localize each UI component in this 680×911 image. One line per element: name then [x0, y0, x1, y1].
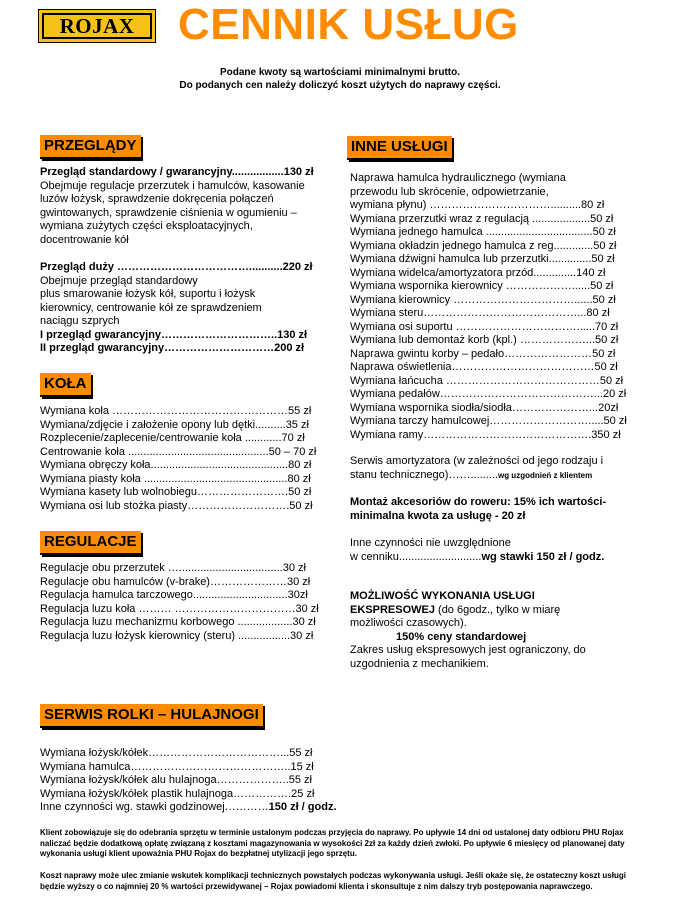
price-line: Wymiana łożysk/kółek plastik hulajnoga…………….25 zł [40, 787, 315, 800]
price-line: Wymiana wspornika kierownicy ………………......50 zł [350, 280, 614, 292]
price-line: Wymiana lub demontaż korb (kpl.) ………………...50 zł [350, 334, 619, 346]
price-line: Wymiana okładzin jednego hamulca z reg.............50 zł [350, 239, 617, 252]
price-line: Wymiana łożysk/kółek alu hulajnoga………………..55 zł [40, 774, 312, 786]
serwis-amortyzatora-2 [350, 469, 627, 483]
price-line: Wymiana osi suportu ……………………………......70 zł [350, 320, 619, 333]
serwis-amortyzatora-price: wg uzgodnień z klientem [497, 470, 593, 480]
price-line: Wymiana łożysk/kółek………………………………...55 zł [40, 747, 313, 759]
przeglad-duzy-desc-4: naciągu szprych [40, 315, 120, 327]
price-line: Naprawa gwintu korby – pedało……………………50 zł [350, 347, 616, 360]
przeglad-standard-desc-1: Obejmuje regulacje przerzutek i hamulców, kasowanie [40, 179, 305, 192]
przeglad-gwarancyjny-1: I przegląd gwarancyjny…………………………..130 zł [40, 328, 308, 341]
price-line: Wymiana dźwigni hamulca lub przerzutki..............50 zł [350, 253, 615, 265]
section-heading-regulacje: REGULACJE [40, 531, 141, 555]
hourly-label: Inne czynności wg. stawki godzinowej………… [40, 801, 269, 813]
hourly-rate: 150 zł / godz. [268, 801, 337, 813]
przeglad-standard-desc-3: gwintowanych, sprawdzenie ciśnienia w ogumieniu – [40, 206, 297, 219]
price-line: Naprawa hamulca hydraulicznego (wymiana [350, 172, 566, 184]
subtitle-line-1: Podane kwoty są wartościami minimalnymi brutto. [219, 67, 461, 78]
ekspres-heading: MOŻLIWOŚĆ WYKONANIA USŁUGI [350, 590, 535, 602]
price-line: Wymiana pedałów……………………………………...20 zł [350, 388, 627, 400]
price-line: Wymiana jednego hamulca ...................................50 zł [350, 226, 616, 238]
inne-czynnosci-1: Inne czynności nie uwzględnione [350, 537, 511, 549]
ekspres-text: (do 6godz., tylko w miarę [434, 603, 561, 616]
inne-czynnosci-2 [350, 551, 627, 565]
przeglad-duzy: Przegląd duży ………………………………...........220 zł [40, 261, 313, 273]
inne-list [350, 172, 627, 671]
price-line: Wymiana koła …………………………………………55 zł [40, 405, 312, 417]
price-line: Wymiana hamulca……………………………………..15 zł [40, 760, 314, 773]
przeglad-duzy-desc-1: Obejmuje przegląd standardowy [40, 274, 198, 287]
price-line: Regulacje obu hamulców (v-brake)…………………30 zł [40, 575, 311, 588]
price-line: Regulacje obu przerzutek …..................................30 zł [40, 562, 306, 574]
footer-paragraph-2: Koszt naprawy może ulec zmianie wskutek komplikacji technicznych powstałych podczas wykonywania usługi. Jeśli okaże się, że ostateczny koszt usługi będzie wyższy o co najmniej 20 % wartości przewidywanej – Rojax powiadomi klienta i skonsultuje z nim dalszy tryb postępowania naprawczego. [40, 871, 626, 891]
section-heading-serwis: SERWIS ROLKI – HULAJNOGI [40, 704, 263, 728]
montaz-akcesoriow-2: minimalna kwota za usługę - 20 zł [350, 509, 526, 522]
price-line: przewodu lub skrócenie, odpowietrzanie, [350, 185, 549, 198]
montaz-akcesoriow-1: Montaż akcesoriów do roweru: 15% ich wartości- [350, 496, 607, 508]
przeglad-duzy-desc-2: plus smarowanie łożysk kół, suportu i łożysk [40, 288, 256, 300]
ekspres-line-3: możliwości czasowych). [350, 617, 467, 629]
ekspres-line-2 [350, 604, 627, 618]
ekspres-line-5: Zakres usług ekspresowych jest ograniczony, do [350, 644, 586, 656]
price-line: Wymiana tarczy hamulcowej……………………….....50 zł [350, 415, 627, 427]
przeglad-standard-desc-2: luzów łożysk, sprawdzenie dokręcenia połączeń [40, 193, 274, 205]
price-line: Regulacja luzu łożysk kierownicy (steru) .................30 zł [40, 629, 314, 642]
serwis-amortyzatora-1: Serwis amortyzatora (w zależności od jego rodzaju i [350, 455, 604, 467]
price-line: Wymiana steru……………………………………...80 zł [350, 307, 610, 319]
price-line: Rozplecenie/zaplecenie/centrowanie koła ............70 zł [40, 432, 305, 444]
regulacje-list [40, 562, 319, 643]
przeglad-gwarancyjny-2: II przegląd gwarancyjny…………………………200 zł [40, 342, 305, 354]
section-heading-przeglady: PRZEGLĄDY [40, 135, 141, 159]
inne-czynnosci-text: w cenniku........................... [350, 550, 482, 563]
rojax-logo [38, 9, 156, 43]
przeglad-standard-desc-5: docentrowanie kół [40, 233, 129, 246]
ekspres-bold: EKSPRESOWEJ [350, 603, 435, 616]
przeglady-list [40, 166, 314, 356]
ekspres-line-6: uzgodnienia z mechanikiem. [350, 657, 489, 670]
price-line: Naprawa oświetlenia…………………………………50 zł [350, 361, 618, 373]
price-line: wymiana płynu) ……………………………..........80 zł [350, 199, 605, 211]
przeglad-standard: Przegląd standardowy / gwarancyjny.................130 zł [40, 166, 314, 178]
price-line: Wymiana osi lub stożka piasty……………………….50 zł [40, 499, 313, 512]
price-line: Wymiana obręczy koła.............................................80 zł [40, 459, 312, 471]
section-heading-inne: INNE USŁUGI [347, 136, 452, 160]
price-line: Regulacja luzu koła ……… ……………………………30 zł [40, 602, 319, 615]
price-line: Wymiana ramy……………………………………….350 zł [350, 428, 621, 441]
price-line: Wymiana przerzutki wraz z regulacją ...................50 zł [350, 212, 614, 225]
page-title: CENNIK USŁUG [178, 0, 519, 49]
price-line: Wymiana/zdjęcie i założenie opony lub dętki..........35 zł [40, 418, 309, 431]
price-line: Wymiana kasety lub wolnobiegu…………………….50 zł [40, 486, 312, 498]
logo-text: ROJAX [42, 13, 152, 39]
price-line: Wymiana wspornika siodła/siodła…………………...20zł [350, 401, 619, 414]
przeglad-duzy-desc-3: kierownicy, centrowanie kół ze sprawdzeniem [40, 301, 262, 314]
price-line: Regulacja hamulca tarczowego...............................30zł [40, 589, 308, 601]
ekspres-price: 150% ceny standardowej [396, 630, 527, 643]
price-line: Wymiana piasty koła ...............................................80 zł [40, 472, 311, 485]
subtitle-line-2: Do podanych cen należy doliczyć koszt użytych do naprawy części. [179, 80, 501, 91]
price-line: Wymiana kierownicy ……………………………......50 zł [350, 293, 616, 306]
price-line: Centrowanie koła ..............................................50 – 70 zł [40, 445, 317, 458]
serwis-list [40, 747, 337, 815]
przeglad-standard-desc-4: wymiana zużytych części eksploatacyjnych, [40, 220, 253, 232]
kola-list [40, 405, 316, 513]
price-line: Wymiana łańcucha ……………………………………50 zł [350, 374, 624, 387]
section-heading-kola: KOŁA [40, 373, 91, 397]
price-line: Regulacja luzu mechanizmu korbowego ..................30 zł [40, 616, 316, 628]
footer-paragraph-1: Klient zobowiązuje się do odebrania sprzętu w terminie ustalonym podczas przyjęcia do naprawy. Po upływie 14 dni od ustalonej daty odbioru PHU Rojax naliczać będzie dodatkową opłatę związaną z kosztami magazynowania w wysokości 2zł za każdy dzień zwłoki. Po upływie 6 miesięcy od planowanej daty wykonania usługi klient upoważnia PHU Rojax do bezpłatnej utylizacji jego sprzętu. [40, 828, 625, 858]
price-line-hourly [40, 801, 337, 815]
inne-czynnosci-rate: wg stawki 150 zł / godz. [481, 550, 605, 563]
serwis-amortyzatora-text: stanu technicznego)……......... [350, 468, 498, 481]
price-line: Wymiana widelca/amortyzatora przód..............140 zł [350, 266, 606, 279]
